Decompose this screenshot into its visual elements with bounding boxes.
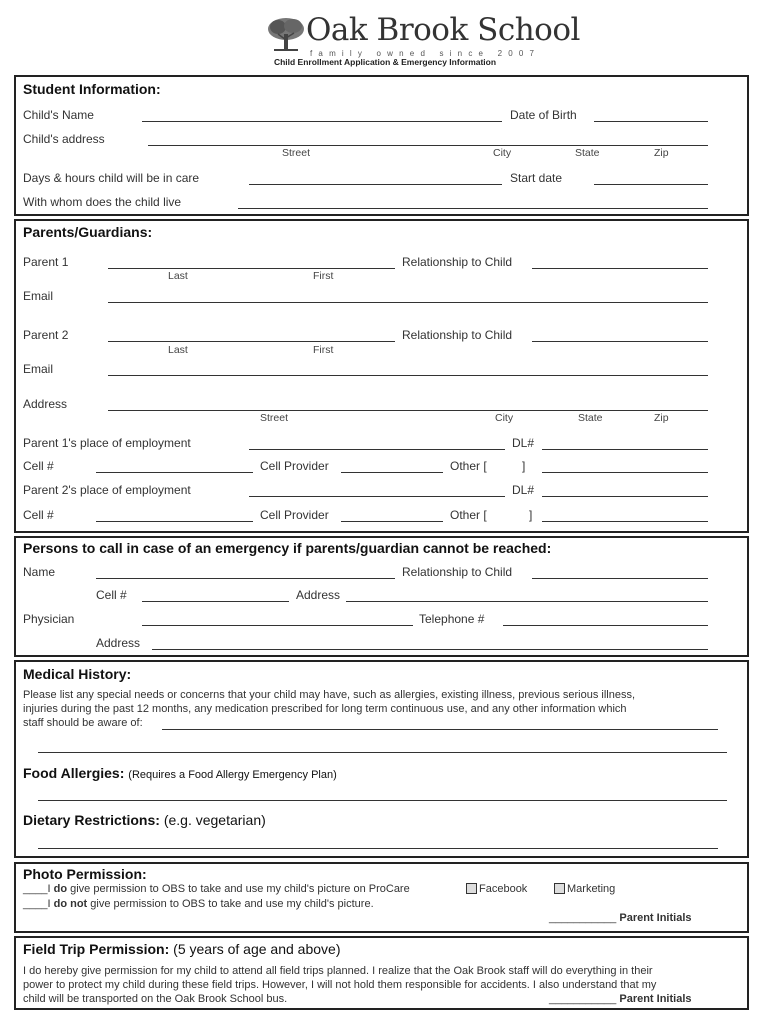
parent1-employment-label: Parent 1's place of employment: [23, 436, 191, 450]
photo-heading: Photo Permission:: [23, 866, 147, 882]
parent1-other-field[interactable]: [542, 472, 708, 473]
physician-label: Physician: [23, 612, 75, 626]
marketing-option[interactable]: [554, 882, 615, 897]
state-sublabel: State: [575, 147, 600, 159]
physician-telephone-label: Telephone #: [419, 612, 485, 626]
parent2-employment-field[interactable]: [249, 496, 505, 497]
parent2-dl-label: DL#: [512, 483, 535, 497]
student-info-heading: Student Information:: [23, 81, 161, 97]
medical-instructions-line-3: staff should be aware of:: [23, 717, 143, 729]
emergency-cell-field[interactable]: [142, 601, 289, 602]
medical-instructions-line-2: injuries during the past 12 months, any medication prescribed for long term continuous use, and any other information which: [23, 703, 627, 715]
parent1-relationship-label: Relationship to Child: [402, 255, 513, 269]
parents-street-sublabel: Street: [260, 412, 289, 424]
parent2-cell-provider-field[interactable]: [341, 521, 443, 522]
parent2-other-open: Other [: [450, 508, 487, 522]
oak-tree-icon: [266, 16, 306, 52]
parent1-name-field[interactable]: [108, 268, 395, 269]
parent2-cell-label: Cell #: [23, 508, 54, 522]
parent1-other-open: Other [: [450, 459, 487, 473]
start-date-label: Start date: [510, 171, 563, 185]
childs-name-field[interactable]: [142, 121, 502, 122]
parent1-cell-label: Cell #: [23, 459, 54, 473]
medical-notes-field-2[interactable]: [38, 752, 727, 753]
emergency-relationship-field[interactable]: [532, 578, 708, 579]
school-tagline: family owned since 2007: [310, 49, 541, 58]
parents-address-label: Address: [23, 397, 68, 411]
field-trip-text-line-1: I do hereby give permission for my child to attend all field trips planned. I realize that the Oak Brook staff will do everything in their: [23, 965, 653, 977]
emergency-relationship-label: Relationship to Child: [402, 565, 513, 579]
parent1-dl-field[interactable]: [542, 449, 708, 450]
parent2-label: Parent 2: [23, 328, 69, 342]
parents-city-sublabel: City: [495, 412, 514, 424]
parent1-email-label: Email: [23, 289, 54, 303]
parent2-employment-label: Parent 2's place of employment: [23, 483, 191, 497]
parent1-other-close: ]: [522, 459, 526, 473]
parent2-dl-field[interactable]: [542, 496, 708, 497]
parent2-email-field[interactable]: [108, 375, 708, 376]
childs-address-field[interactable]: [148, 145, 708, 146]
parent1-employment-field[interactable]: [249, 449, 505, 450]
dietary-restrictions-field[interactable]: [38, 848, 718, 849]
physician-field[interactable]: [142, 625, 413, 626]
emergency-address-label: Address: [296, 588, 341, 602]
parent1-label: Parent 1: [23, 255, 69, 269]
emergency-address-field[interactable]: [346, 601, 708, 602]
form-title: Child Enrollment Application & Emergency Information: [273, 57, 497, 67]
parent1-cell-provider-label: Cell Provider: [260, 459, 329, 473]
school-name: Oak Brook School: [306, 12, 580, 48]
parent2-other-close: ]: [529, 508, 533, 522]
dietary-restrictions-heading: Dietary Restrictions: (e.g. vegetarian): [23, 812, 266, 828]
marketing-checkbox[interactable]: [554, 883, 565, 894]
medical-instructions-line-1: Please list any special needs or concerns that your child may have, such as allergies, existing illness, previous serious illness,: [23, 689, 636, 701]
parent2-cell-provider-label: Cell Provider: [260, 508, 329, 522]
with-whom-label: With whom does the child live: [23, 195, 182, 209]
facebook-label: Facebook: [479, 883, 528, 895]
food-allergies-field[interactable]: [38, 800, 727, 801]
days-hours-label: Days & hours child will be in care: [23, 171, 200, 185]
facebook-checkbox[interactable]: [466, 883, 477, 894]
date-of-birth-field[interactable]: [594, 121, 708, 122]
parent1-first-sublabel: First: [313, 270, 334, 282]
parent2-relationship-field[interactable]: [532, 341, 708, 342]
parent1-cell-field[interactable]: [96, 472, 253, 473]
field-trip-age-note: (5 years of age and above): [173, 941, 341, 957]
medical-heading: Medical History:: [23, 666, 132, 682]
parent2-cell-field[interactable]: [96, 521, 253, 522]
parent2-relationship-label: Relationship to Child: [402, 328, 513, 342]
parent1-cell-provider-field[interactable]: [341, 472, 443, 473]
food-allergies-note: (Requires a Food Allergy Emergency Plan): [128, 769, 337, 781]
dietary-restrictions-note: (e.g. vegetarian): [163, 812, 266, 828]
marketing-label: Marketing: [567, 883, 616, 895]
photo-do-line: ____I do give permission to OBS to take and use my child's picture on ProCare: [23, 883, 410, 895]
photo-parent-initials: ___________ Parent Initials: [549, 912, 692, 924]
photo-do-not-initial-field[interactable]: ____: [23, 898, 48, 910]
parent2-name-field[interactable]: [108, 341, 395, 342]
zip-sublabel: Zip: [654, 147, 669, 159]
date-of-birth-label: Date of Birth: [510, 108, 577, 122]
street-sublabel: Street: [282, 147, 311, 159]
emergency-cell-label: Cell #: [96, 588, 127, 602]
parent1-last-sublabel: Last: [168, 270, 188, 282]
physician-address-field[interactable]: [152, 649, 708, 650]
facebook-option[interactable]: [466, 882, 527, 897]
parent1-relationship-field[interactable]: [532, 268, 708, 269]
food-allergies-heading: Food Allergies: (Requires a Food Allergy Emergency Plan): [23, 765, 337, 781]
photo-initials-field[interactable]: ___________: [549, 912, 617, 924]
parents-zip-sublabel: Zip: [654, 412, 669, 424]
city-sublabel: City: [493, 147, 512, 159]
parents-heading: Parents/Guardians:: [23, 224, 153, 240]
emergency-heading: Persons to call in case of an emergency if parents/guardian cannot be reached:: [23, 540, 552, 556]
days-hours-field[interactable]: [249, 184, 502, 185]
with-whom-field[interactable]: [238, 208, 708, 209]
parents-address-field[interactable]: [108, 410, 708, 411]
physician-address-label: Address: [96, 636, 141, 650]
parent2-email-label: Email: [23, 362, 54, 376]
field-trip-initials-field[interactable]: ___________: [549, 993, 617, 1005]
field-trip-text-line-3: child will be transported on the Oak Brook School bus.: [23, 993, 288, 1005]
emergency-name-label: Name: [23, 565, 56, 579]
parent2-other-field[interactable]: [542, 521, 708, 522]
field-trip-parent-initials: ___________ Parent Initials: [549, 993, 692, 1005]
parent1-email-field[interactable]: [108, 302, 708, 303]
parents-state-sublabel: State: [578, 412, 603, 424]
parent2-last-sublabel: Last: [168, 344, 188, 356]
photo-do-initial-field[interactable]: ____: [23, 883, 48, 895]
medical-notes-field-1[interactable]: [162, 729, 718, 730]
childs-address-label: Child's address: [23, 132, 105, 146]
start-date-field[interactable]: [594, 184, 708, 185]
photo-do-not-line: ____I do not give permission to OBS to take and use my child's picture.: [23, 898, 374, 910]
parent2-first-sublabel: First: [313, 344, 334, 356]
emergency-name-field[interactable]: [96, 578, 395, 579]
physician-telephone-field[interactable]: [503, 625, 708, 626]
parent1-dl-label: DL#: [512, 436, 535, 450]
school-logo: [262, 12, 580, 58]
field-trip-text-line-2: power to protect my child during these field trips. However, I will not hold them responsible for accidents. I also understand that my: [23, 979, 657, 991]
field-trip-heading: Field Trip Permission: (5 years of age and above): [23, 941, 341, 957]
childs-name-label: Child's Name: [23, 108, 94, 122]
